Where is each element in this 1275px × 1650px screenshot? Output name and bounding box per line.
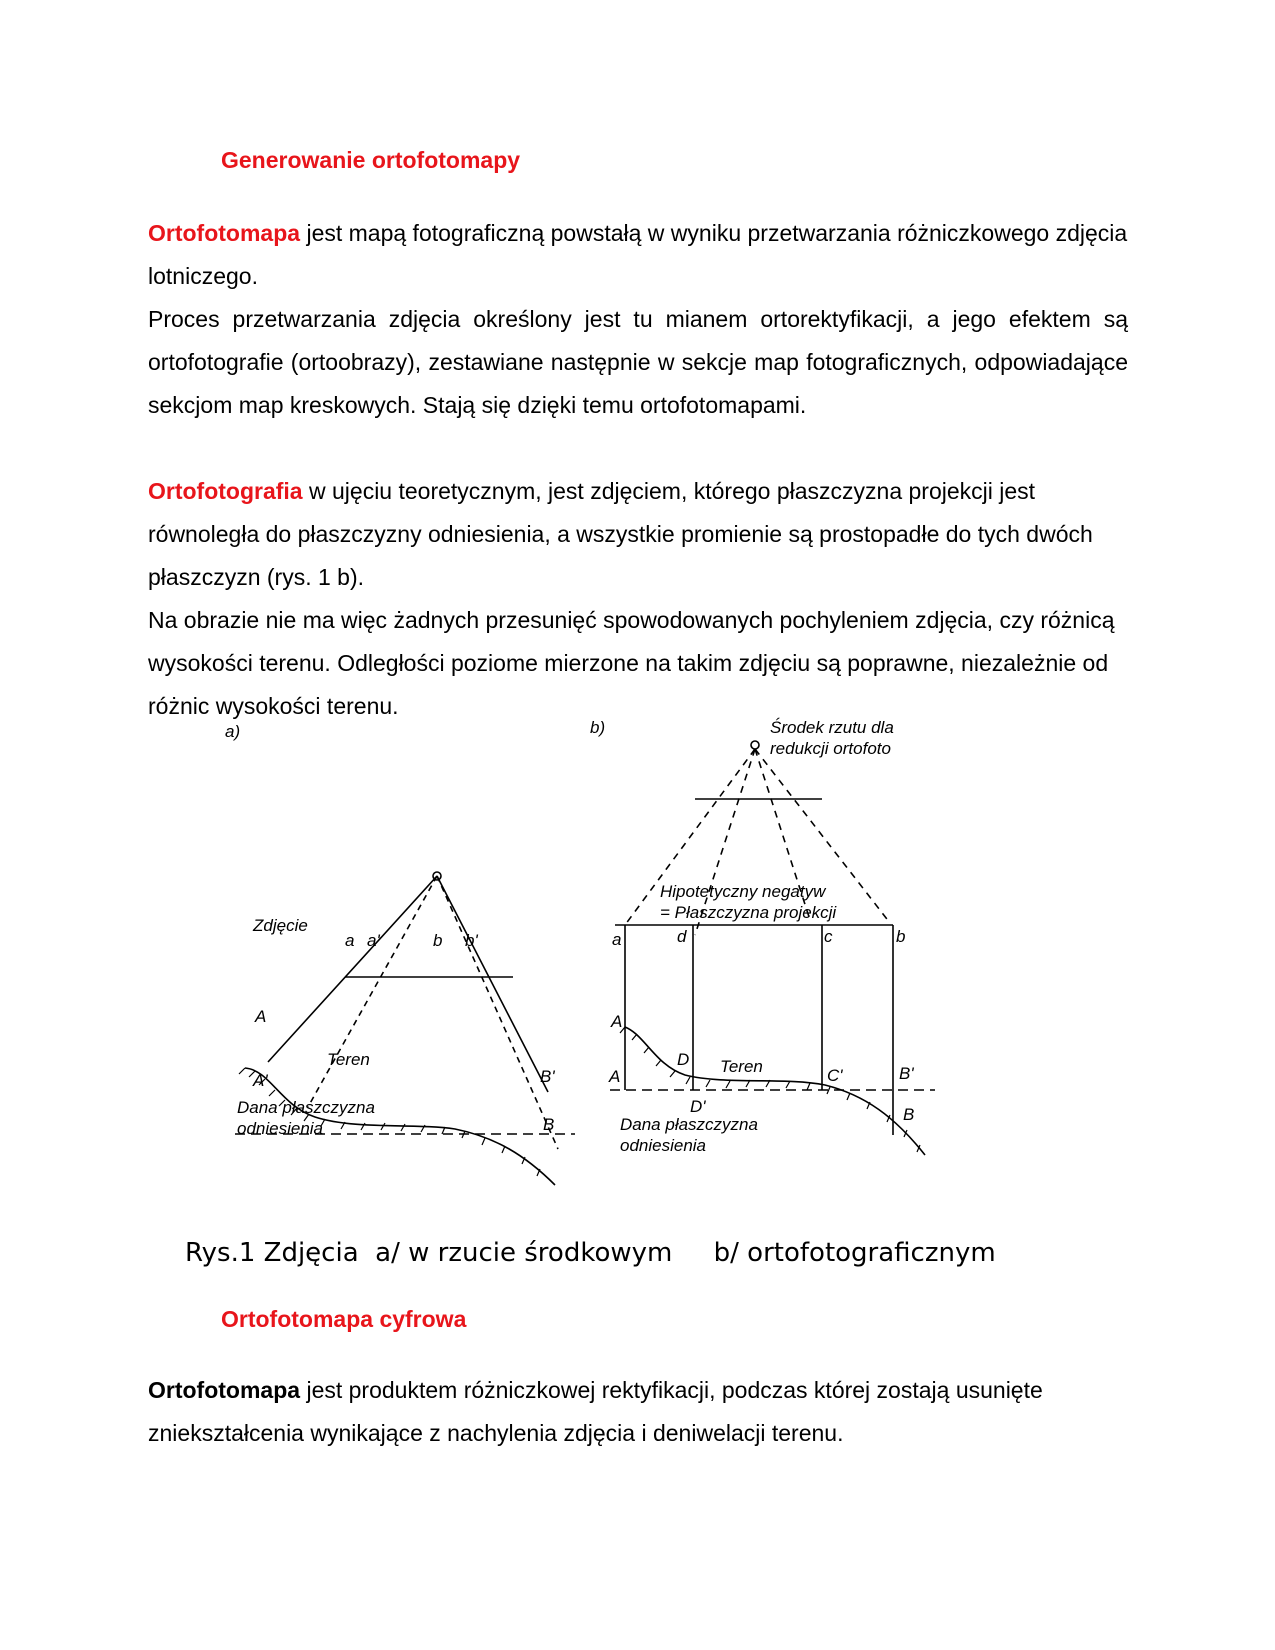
label-hipotetyczny-1: Hipotetyczny negatyw	[660, 882, 826, 901]
label-point-D-prime: D'	[690, 1097, 706, 1116]
label-point-B-b: B	[903, 1105, 915, 1124]
ray-A	[268, 876, 437, 1062]
term-ortofotografia: Ortofotografia	[148, 478, 303, 504]
paragraph-ortofotomapa-cyfrowa	[148, 1369, 1128, 1455]
label-dana-2-a: odniesienia	[237, 1119, 324, 1138]
label-srodek-1: Środek rzutu dla	[770, 718, 894, 737]
label-point-A-b: A	[611, 1012, 623, 1031]
label-dana-2-b: odniesienia	[620, 1136, 707, 1155]
figure-orthophoto-diagram	[225, 718, 1005, 1225]
figure-caption: Rys.1 Zdjęcia a/ w rzucie środkowym b/ ortofotograficznym	[185, 1238, 996, 1268]
paragraph-na-obrazie	[148, 599, 1128, 728]
label-b: b)	[590, 718, 606, 737]
paragraph-proces	[148, 298, 1128, 427]
label-point-a-b: a	[612, 930, 622, 949]
label-point-C-prime: C'	[827, 1066, 843, 1085]
label-point-c: c	[824, 927, 833, 946]
label-point-A-prime: A'	[253, 1071, 268, 1090]
label-hipotetyczny-2: = Płaszczyzna projekcji	[660, 903, 837, 922]
paragraph-text: jest mapą fotograficzną powstałą w wyniku przetwarzania różniczkowego zdjęcia lotniczego.	[148, 220, 1128, 289]
label-teren-b: Teren	[720, 1057, 763, 1076]
ray-B-prime	[437, 876, 558, 1149]
paragraph-text: jest produktem różniczkowej rektyfikacji, podczas której zostają usunięte zniekształcenia wynikające z nachylenia zdjęcia i deniwelacji terenu.	[148, 1377, 1043, 1446]
label-point-a: a	[345, 931, 355, 950]
label-point-D: D	[677, 1050, 690, 1069]
label-point-b: b	[433, 931, 443, 950]
label-point-a-prime: a'	[367, 931, 380, 950]
label-point-B: B	[543, 1115, 555, 1134]
label-point-A-prime-b: A	[609, 1067, 621, 1086]
label-dana-1-b: Dana płaszczyzna	[620, 1115, 758, 1134]
paragraph-ortofotografia-definition	[148, 470, 1128, 599]
label-point-B-prime: B'	[540, 1067, 555, 1086]
label-a: a)	[225, 722, 241, 741]
label-point-b-prime: b'	[465, 931, 478, 950]
paragraph-text: Na obrazie nie ma więc żadnych przesunięć spowodowanych pochyleniem zdjęcia, czy różnicą wysokości terenu. Odległości poziome mierzone na takim zdjęciu są poprawne, niezależnie od różnic wysokości terenu.	[148, 607, 1115, 719]
ray-A-prime	[308, 876, 437, 1107]
paragraph-text: w ujęciu teoretycznym, jest zdjęciem, którego płaszczyzna projekcji jest równoległa do płaszczyzny odniesienia, a wszystkie promienie są prostopadłe do tych dwóch płaszczyzn (rys. 1 b).	[148, 478, 1093, 590]
label-point-d: d	[677, 927, 687, 946]
label-srodek-2: redukcji ortofoto	[770, 739, 891, 758]
label-point-A: A	[255, 1007, 267, 1026]
ray-B	[437, 876, 548, 1092]
paragraph-ortofotomapa-definition	[148, 212, 1128, 298]
label-point-B-prime-b: B'	[899, 1064, 914, 1083]
label-zdjecie: Zdjęcie	[253, 916, 308, 935]
heading-generowanie: Generowanie ortofotomapy	[221, 147, 521, 173]
label-teren-a: Teren	[327, 1050, 370, 1069]
heading-ortofotomapa-cyfrowa: Ortofotomapa cyfrowa	[221, 1306, 467, 1332]
label-dana-1-a: Dana płaszczyzna	[237, 1098, 375, 1117]
paragraph-text: Proces przetwarzania zdjęcia określony jest tu mianem ortorektyfikacji, a jego efektem są ortofotografie (ortoobrazy), zestawiane następnie w sekcje map fotograficznych, odpowiadające sekcjom map kreskowych. Stają się dzięki temu ortofotomapami.	[148, 306, 1128, 418]
label-point-b-b: b	[896, 927, 906, 946]
projection-center-b	[751, 741, 759, 749]
term-ortofotomapa: Ortofotomapa	[148, 220, 301, 246]
term-ortofotomapa-bold: Ortofotomapa	[148, 1377, 301, 1403]
